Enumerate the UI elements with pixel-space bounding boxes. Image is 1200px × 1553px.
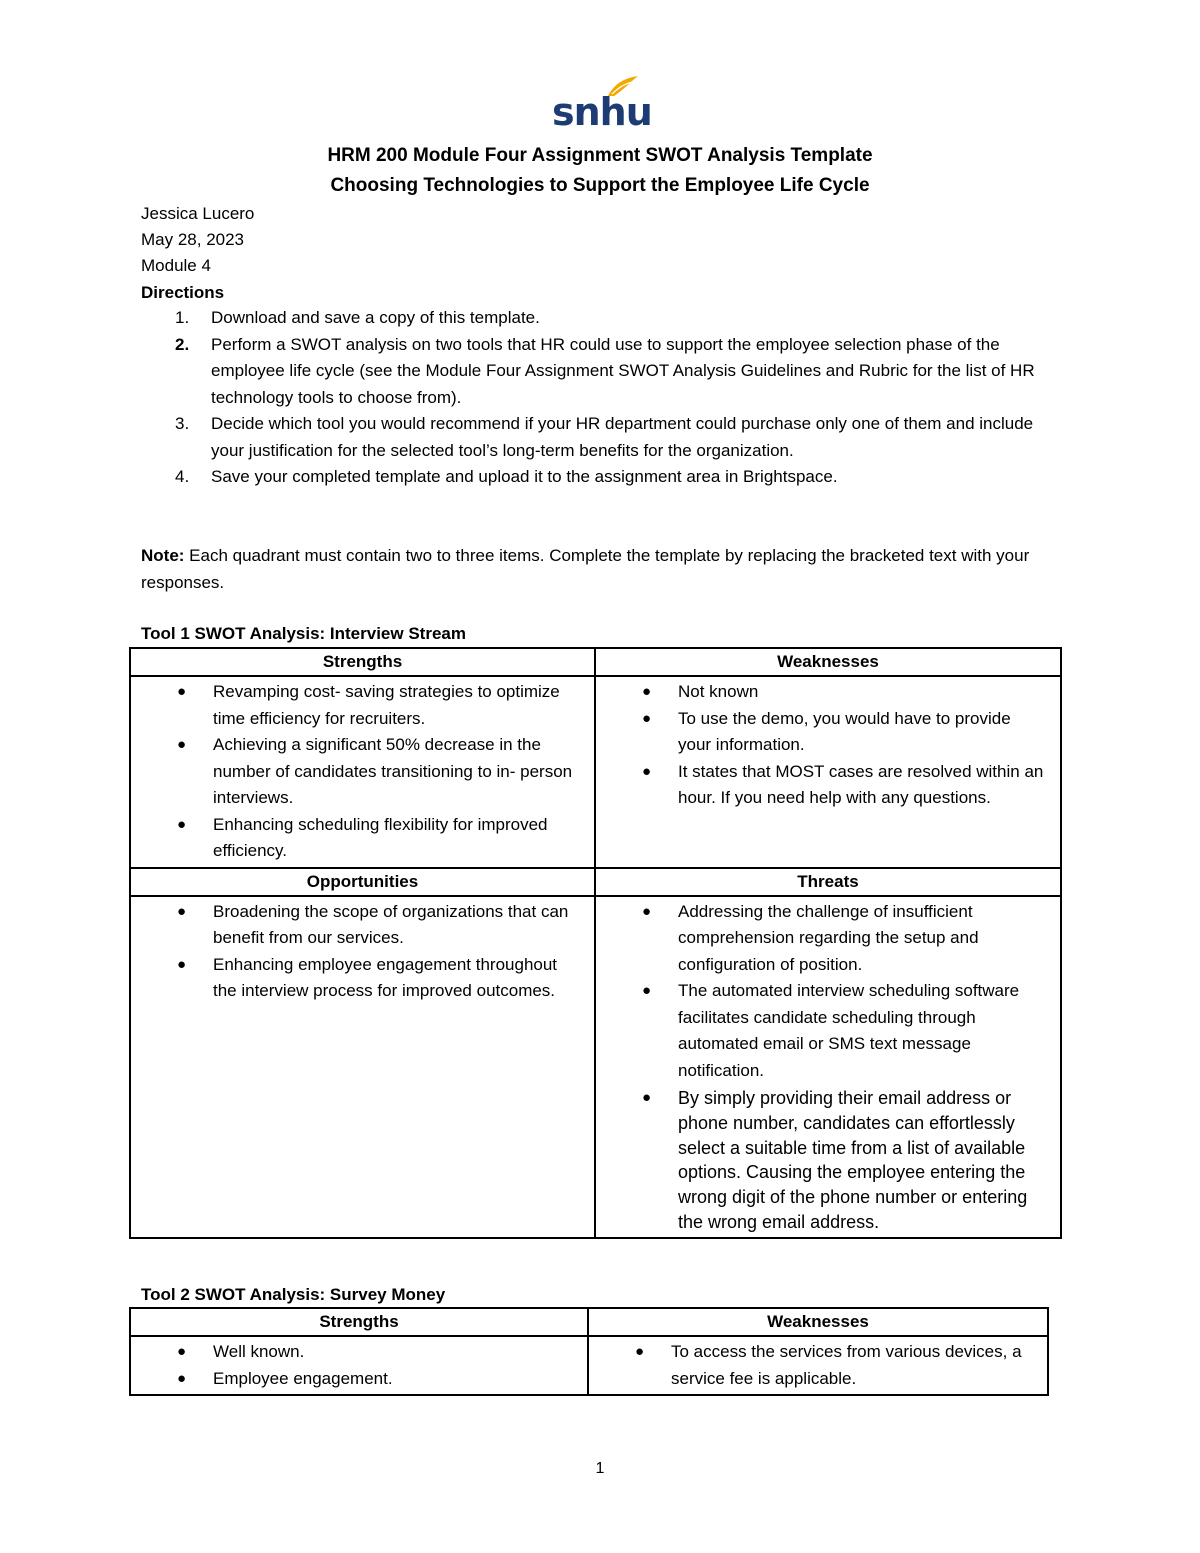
bullet-icon: ● — [642, 709, 652, 727]
list-item: ● Enhancing scheduling flexibility for improved efficiency. — [131, 812, 594, 865]
list-item — [141, 332, 1061, 412]
list-item: ● Well known. — [131, 1339, 587, 1366]
bullet-icon: ● — [642, 683, 652, 700]
bullet-icon: ● — [177, 1343, 187, 1360]
tool1-title: Tool 1 SWOT Analysis: Interview Stream — [141, 624, 466, 643]
page-number: 1 — [595, 1460, 605, 1477]
bullet-icon: ● — [642, 982, 652, 999]
list-number: 3. — [175, 414, 190, 433]
weaknesses-header: Weaknesses — [588, 1308, 1048, 1336]
module-label: Module 4 — [141, 256, 211, 275]
list-text: Download and save a copy of this template. — [211, 308, 540, 327]
bullet-icon: ● — [177, 902, 187, 920]
list-item — [141, 305, 1061, 332]
weaknesses-cell — [595, 676, 1061, 868]
strengths-header: Strengths — [130, 648, 595, 676]
list-number: 4. — [175, 467, 190, 486]
list-text: Decide which tool you would recommend if your HR department could purchase only one of them and include your justification for the selected tool’s long-term benefits for the organization. — [211, 414, 1034, 460]
bullet-icon: ● — [177, 955, 187, 973]
strengths-cell — [130, 1336, 588, 1395]
list-item: ● It states that MOST cases are resolved within an hour. If you need help with any questions. — [596, 759, 1060, 812]
bullet-icon: ● — [177, 736, 187, 753]
bullet-icon: ● — [642, 1089, 652, 1106]
list-item: ● Employee engagement. — [131, 1366, 587, 1393]
note-paragraph — [141, 543, 1071, 596]
list-number: 2. — [175, 334, 190, 354]
bullet-icon: ● — [177, 1369, 187, 1387]
list-item: ● Revamping cost- saving strategies to optimize time efficiency for recruiters. — [131, 679, 594, 732]
directions-heading: Directions — [141, 283, 225, 302]
logo-text: snhu — [552, 90, 652, 134]
note-text: Each quadrant must contain two to three items. Complete the template by replacing the bracketed text with your responses. — [141, 546, 1030, 592]
tool1-swot-table — [129, 647, 1062, 1239]
threats-header: Threats — [595, 868, 1061, 896]
list-item: ● Achieving a significant 50% decrease in the number of candidates transitioning to in- person interviews. — [131, 732, 594, 812]
list-text: Perform a SWOT analysis on two tools that HR could use to support the employee selection phase of the employee life cycle (see the Module Four Assignment SWOT Analysis Guidelines and Rubric for the list of HR technology tools to choose from). — [211, 334, 1035, 407]
tool2-swot-table — [129, 1307, 1049, 1396]
list-item: ● Broadening the scope of organizations that can benefit from our services. — [131, 899, 594, 952]
list-item: ● Addressing the challenge of insufficient comprehension regarding the setup and configuration of position. — [596, 899, 1060, 979]
list-number: 1. — [175, 308, 190, 327]
weaknesses-header: Weaknesses — [595, 648, 1061, 676]
list-item: ● Not known — [596, 679, 1060, 706]
document-subtitle: Choosing Technologies to Support the Employee Life Cycle — [330, 175, 870, 196]
weaknesses-cell — [588, 1336, 1048, 1395]
tool2-title: Tool 2 SWOT Analysis: Survey Money — [141, 1285, 446, 1304]
document-date: May 28, 2023 — [141, 230, 245, 249]
list-item: ● To access the services from various devices, a service fee is applicable. — [589, 1339, 1047, 1392]
strengths-cell — [130, 676, 595, 868]
opportunities-cell — [130, 896, 595, 1238]
bullet-icon: ● — [642, 902, 652, 920]
list-item — [141, 464, 1061, 491]
strengths-header: Strengths — [130, 1308, 588, 1336]
directions-list — [141, 305, 1061, 491]
bullet-icon: ● — [642, 762, 652, 780]
threats-cell — [595, 896, 1061, 1238]
list-text: Save your completed template and upload it to the assignment area in Brightspace. — [211, 467, 838, 486]
snhu-logo — [552, 74, 652, 136]
document-title: HRM 200 Module Four Assignment SWOT Analysis Template — [327, 145, 873, 166]
list-item: ● By simply providing their email address or phone number, candidates can effortlessly select a suitable time from a list of available options. Causing the employee entering the wrong digit of the phone number or entering the wrong email address. — [642, 1088, 1028, 1232]
author-name: Jessica Lucero — [141, 204, 255, 223]
list-item: ● To use the demo, you would have to provide your information. — [596, 706, 1060, 759]
opportunities-header: Opportunities — [130, 868, 595, 896]
list-item — [141, 411, 1061, 464]
bullet-icon: ● — [177, 815, 187, 833]
list-item: ● The automated interview scheduling software facilitates candidate scheduling through automated email or SMS text message notification. — [596, 978, 1060, 1084]
bullet-icon: ● — [635, 1343, 645, 1360]
note-label: Note: — [141, 546, 185, 565]
bullet-icon: ● — [177, 683, 187, 700]
list-item: ● Enhancing employee engagement throughout the interview process for improved outcomes. — [131, 952, 594, 1005]
